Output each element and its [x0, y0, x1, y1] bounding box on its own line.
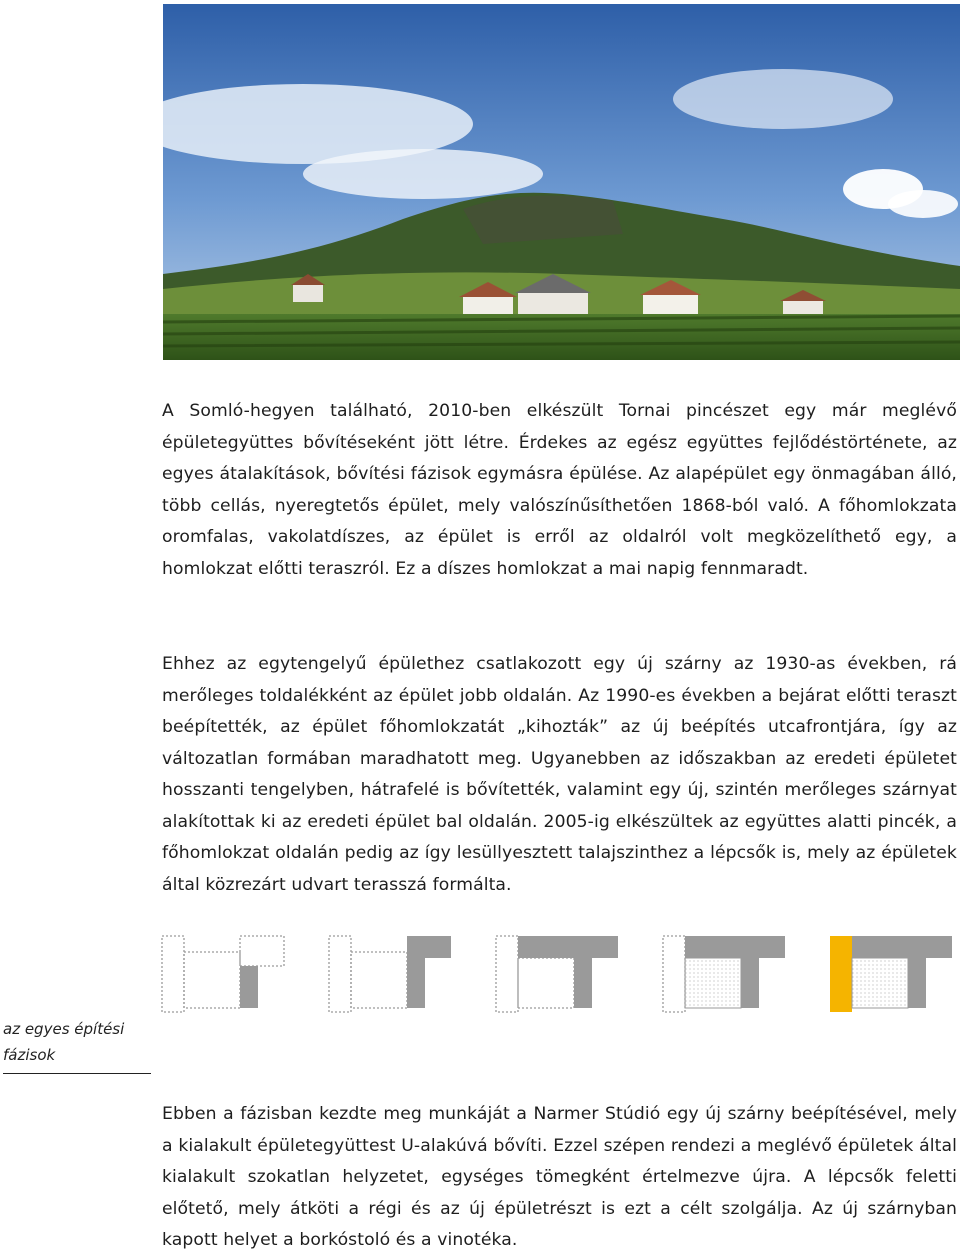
phase-5-plan — [828, 932, 956, 1014]
history-paragraph: Ehhez az egytengelyű épülethez csatlakozott egy új szárny az 1930-as években, rá merőleges toldalékként az épület jobb oldalán. Az 1990-es években a bejárat előtti teraszt beépítették, az épület főhomlokzatát „kihozták” az új beépítés utcafrontjára, így az változatlan formában maradhatott meg. Ugyanebben az időszakban az eredeti épületet hosszanti tengelyben, hátrafelé is bővítették, valamint egy új, szintén merőleges szárnyat alakítottak ki az eredeti épület bal oldalán. 2005-ig elkészültek az együttes alatti pincék, a főhomlokzat oldalán pedig az így lesüllyesztett talajszinthez a lépcsők is, mely az épületek által közrezárt udvart terasszá formálta. — [162, 654, 957, 895]
phase-1-plan — [160, 932, 288, 1014]
caption-rule — [3, 1073, 151, 1074]
phase-2-plan — [327, 932, 455, 1014]
phase-4-plan — [661, 932, 789, 1014]
phases-caption: az egyes építési fázisok — [3, 1020, 125, 1064]
phase-3-plan — [494, 932, 622, 1014]
vineyard-hillside-photo — [163, 4, 960, 360]
intro-paragraph: A Somló-hegyen található, 2010-ben elkészült Tornai pincészet egy már meglévő épületegyüttes bővítéseként jött létre. Érdekes az egész együttes fejlődéstörténete, az egyes átalakítások, bővítési fázisok egymásra épülése. Az alapépület egy önmagában álló, több cellás, nyeregtetős épület, mely valószínűsíthetően 1868-ból való. A főhomlokzata oromfalas, vakolatdíszes, az épület is erről az oldalról volt megközelíthető egy, a homlokzat előtti teraszról. Ez a díszes homlokzat a mai napig fennmaradt. — [162, 401, 957, 579]
construction-phases-diagram — [160, 932, 960, 1016]
narmer-paragraph: Ebben a fázisban kezdte meg munkáját a Narmer Stúdió egy új szárny beépítésével, mely a kialakult épületegyüttest U-alakúvá bővíti. Ezzel szépen rendezi a meglévő épületek által kialakult szokatlan helyzetet, egységes tömegként értelmezve újra. A lépcsők feletti előtető, mely átköti a régi és az új épületrészt is ezt a célt szolgálja. Az új szárnyban kapott helyet a borkóstoló és a vinotéka. — [162, 1104, 957, 1250]
